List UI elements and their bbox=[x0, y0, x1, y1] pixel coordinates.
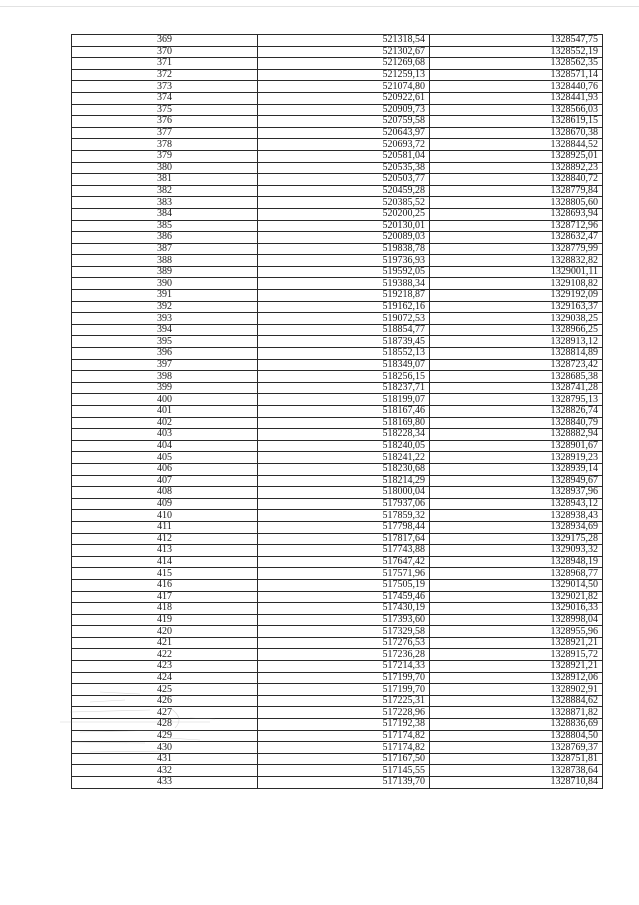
x-coordinate-cell: 517192,38 bbox=[258, 719, 430, 731]
point-number-cell: 390 bbox=[72, 278, 258, 290]
x-coordinate-cell: 517798,44 bbox=[258, 521, 430, 533]
point-number-cell: 413 bbox=[72, 545, 258, 557]
x-coordinate-cell: 520643,97 bbox=[258, 127, 430, 139]
table-row bbox=[72, 324, 603, 336]
x-coordinate-cell: 519388,34 bbox=[258, 278, 430, 290]
y-coordinate-cell: 1328632,47 bbox=[430, 232, 603, 244]
y-coordinate-cell: 1328882,94 bbox=[430, 429, 603, 441]
x-coordinate-cell: 517329,58 bbox=[258, 626, 430, 638]
y-coordinate-cell: 1328804,50 bbox=[430, 730, 603, 742]
x-coordinate-cell: 520922,61 bbox=[258, 92, 430, 104]
point-number-cell: 421 bbox=[72, 637, 258, 649]
x-coordinate-cell: 519072,53 bbox=[258, 313, 430, 325]
y-coordinate-cell: 1328832,82 bbox=[430, 255, 603, 267]
y-coordinate-cell: 1328937,96 bbox=[430, 487, 603, 499]
table-row bbox=[72, 266, 603, 278]
table-row bbox=[72, 185, 603, 197]
table-row bbox=[72, 695, 603, 707]
point-number-cell: 428 bbox=[72, 719, 258, 731]
y-coordinate-cell: 1328948,19 bbox=[430, 556, 603, 568]
point-number-cell: 412 bbox=[72, 533, 258, 545]
y-coordinate-cell: 1328441,93 bbox=[430, 92, 603, 104]
point-number-cell: 385 bbox=[72, 220, 258, 232]
table-row bbox=[72, 417, 603, 429]
y-coordinate-cell: 1328871,82 bbox=[430, 707, 603, 719]
table-row bbox=[72, 127, 603, 139]
table-row bbox=[72, 742, 603, 754]
point-number-cell: 410 bbox=[72, 510, 258, 522]
point-number-cell: 375 bbox=[72, 104, 258, 116]
x-coordinate-cell: 518854,77 bbox=[258, 324, 430, 336]
y-coordinate-cell: 1328925,01 bbox=[430, 150, 603, 162]
y-coordinate-cell: 1328552,19 bbox=[430, 46, 603, 58]
x-coordinate-cell: 517174,82 bbox=[258, 742, 430, 754]
y-coordinate-cell: 1328955,96 bbox=[430, 626, 603, 638]
x-coordinate-cell: 518167,46 bbox=[258, 406, 430, 418]
x-coordinate-cell: 518256,15 bbox=[258, 371, 430, 383]
x-coordinate-cell: 518739,45 bbox=[258, 336, 430, 348]
point-number-cell: 380 bbox=[72, 162, 258, 174]
x-coordinate-cell: 518230,68 bbox=[258, 463, 430, 475]
x-coordinate-cell: 520693,72 bbox=[258, 139, 430, 151]
page-top-edge bbox=[0, 6, 639, 7]
x-coordinate-cell: 520759,58 bbox=[258, 116, 430, 128]
point-number-cell: 388 bbox=[72, 255, 258, 267]
point-number-cell: 409 bbox=[72, 498, 258, 510]
y-coordinate-cell: 1329016,33 bbox=[430, 603, 603, 615]
table-row bbox=[72, 579, 603, 591]
point-number-cell: 400 bbox=[72, 394, 258, 406]
table-row bbox=[72, 255, 603, 267]
y-coordinate-cell: 1329192,09 bbox=[430, 290, 603, 302]
x-coordinate-cell: 517459,46 bbox=[258, 591, 430, 603]
y-coordinate-cell: 1328751,81 bbox=[430, 753, 603, 765]
point-number-cell: 429 bbox=[72, 730, 258, 742]
y-coordinate-cell: 1328547,75 bbox=[430, 35, 603, 47]
x-coordinate-cell: 517505,19 bbox=[258, 579, 430, 591]
y-coordinate-cell: 1329093,32 bbox=[430, 545, 603, 557]
point-number-cell: 393 bbox=[72, 313, 258, 325]
table-row bbox=[72, 278, 603, 290]
point-number-cell: 392 bbox=[72, 301, 258, 313]
x-coordinate-cell: 521302,67 bbox=[258, 46, 430, 58]
table-row bbox=[72, 684, 603, 696]
point-number-cell: 399 bbox=[72, 382, 258, 394]
table-row bbox=[72, 452, 603, 464]
table-row bbox=[72, 556, 603, 568]
y-coordinate-cell: 1328738,64 bbox=[430, 765, 603, 777]
table-row bbox=[72, 406, 603, 418]
y-coordinate-cell: 1328938,43 bbox=[430, 510, 603, 522]
table-row bbox=[72, 777, 603, 789]
table-row bbox=[72, 301, 603, 313]
point-number-cell: 420 bbox=[72, 626, 258, 638]
x-coordinate-cell: 520535,38 bbox=[258, 162, 430, 174]
x-coordinate-cell: 517236,28 bbox=[258, 649, 430, 661]
y-coordinate-cell: 1328712,96 bbox=[430, 220, 603, 232]
y-coordinate-cell: 1328934,69 bbox=[430, 521, 603, 533]
y-coordinate-cell: 1328685,38 bbox=[430, 371, 603, 383]
table-row bbox=[72, 394, 603, 406]
point-number-cell: 386 bbox=[72, 232, 258, 244]
x-coordinate-cell: 519736,93 bbox=[258, 255, 430, 267]
x-coordinate-cell: 521269,68 bbox=[258, 58, 430, 70]
y-coordinate-cell: 1328913,12 bbox=[430, 336, 603, 348]
table-row bbox=[72, 649, 603, 661]
table-row bbox=[72, 336, 603, 348]
y-coordinate-cell: 1328670,38 bbox=[430, 127, 603, 139]
table-row bbox=[72, 730, 603, 742]
x-coordinate-cell: 517228,96 bbox=[258, 707, 430, 719]
table-row bbox=[72, 707, 603, 719]
point-number-cell: 432 bbox=[72, 765, 258, 777]
x-coordinate-cell: 517430,19 bbox=[258, 603, 430, 615]
y-coordinate-cell: 1328902,91 bbox=[430, 684, 603, 696]
x-coordinate-cell: 520581,04 bbox=[258, 150, 430, 162]
y-coordinate-cell: 1328741,28 bbox=[430, 382, 603, 394]
y-coordinate-cell: 1328566,03 bbox=[430, 104, 603, 116]
point-number-cell: 405 bbox=[72, 452, 258, 464]
y-coordinate-cell: 1328836,69 bbox=[430, 719, 603, 731]
y-coordinate-cell: 1328795,13 bbox=[430, 394, 603, 406]
y-coordinate-cell: 1328693,94 bbox=[430, 208, 603, 220]
table-row bbox=[72, 104, 603, 116]
x-coordinate-cell: 520089,03 bbox=[258, 232, 430, 244]
y-coordinate-cell: 1328805,60 bbox=[430, 197, 603, 209]
y-coordinate-cell: 1328915,72 bbox=[430, 649, 603, 661]
x-coordinate-cell: 517647,42 bbox=[258, 556, 430, 568]
point-number-cell: 383 bbox=[72, 197, 258, 209]
y-coordinate-cell: 1328840,79 bbox=[430, 417, 603, 429]
y-coordinate-cell: 1328769,37 bbox=[430, 742, 603, 754]
point-number-cell: 403 bbox=[72, 429, 258, 441]
table-row bbox=[72, 614, 603, 626]
point-number-cell: 423 bbox=[72, 661, 258, 673]
table-row bbox=[72, 81, 603, 93]
table-row bbox=[72, 603, 603, 615]
y-coordinate-cell: 1328710,84 bbox=[430, 777, 603, 789]
point-number-cell: 381 bbox=[72, 174, 258, 186]
table-row bbox=[72, 545, 603, 557]
table-row bbox=[72, 313, 603, 325]
table-row bbox=[72, 174, 603, 186]
point-number-cell: 387 bbox=[72, 243, 258, 255]
y-coordinate-cell: 1328723,42 bbox=[430, 359, 603, 371]
table-row bbox=[72, 116, 603, 128]
point-number-cell: 422 bbox=[72, 649, 258, 661]
y-coordinate-cell: 1328779,84 bbox=[430, 185, 603, 197]
point-number-cell: 415 bbox=[72, 568, 258, 580]
coordinates-table bbox=[71, 34, 603, 789]
x-coordinate-cell: 521074,80 bbox=[258, 81, 430, 93]
x-coordinate-cell: 518237,71 bbox=[258, 382, 430, 394]
point-number-cell: 402 bbox=[72, 417, 258, 429]
table-row bbox=[72, 661, 603, 673]
table-row bbox=[72, 440, 603, 452]
point-number-cell: 427 bbox=[72, 707, 258, 719]
y-coordinate-cell: 1328884,62 bbox=[430, 695, 603, 707]
x-coordinate-cell: 520385,52 bbox=[258, 197, 430, 209]
x-coordinate-cell: 519162,16 bbox=[258, 301, 430, 313]
y-coordinate-cell: 1328919,23 bbox=[430, 452, 603, 464]
point-number-cell: 394 bbox=[72, 324, 258, 336]
table-row bbox=[72, 69, 603, 81]
table-row bbox=[72, 637, 603, 649]
table-row bbox=[72, 290, 603, 302]
point-number-cell: 425 bbox=[72, 684, 258, 696]
x-coordinate-cell: 519592,05 bbox=[258, 266, 430, 278]
point-number-cell: 377 bbox=[72, 127, 258, 139]
table-row bbox=[72, 371, 603, 383]
point-number-cell: 424 bbox=[72, 672, 258, 684]
point-number-cell: 374 bbox=[72, 92, 258, 104]
point-number-cell: 372 bbox=[72, 69, 258, 81]
point-number-cell: 378 bbox=[72, 139, 258, 151]
point-number-cell: 419 bbox=[72, 614, 258, 626]
point-number-cell: 406 bbox=[72, 463, 258, 475]
y-coordinate-cell: 1328939,14 bbox=[430, 463, 603, 475]
point-number-cell: 373 bbox=[72, 81, 258, 93]
x-coordinate-cell: 518552,13 bbox=[258, 348, 430, 360]
x-coordinate-cell: 518240,05 bbox=[258, 440, 430, 452]
y-coordinate-cell: 1328571,14 bbox=[430, 69, 603, 81]
point-number-cell: 397 bbox=[72, 359, 258, 371]
table-row bbox=[72, 46, 603, 58]
y-coordinate-cell: 1329021,82 bbox=[430, 591, 603, 603]
x-coordinate-cell: 517167,50 bbox=[258, 753, 430, 765]
y-coordinate-cell: 1328943,12 bbox=[430, 498, 603, 510]
y-coordinate-cell: 1328901,67 bbox=[430, 440, 603, 452]
x-coordinate-cell: 517214,33 bbox=[258, 661, 430, 673]
x-coordinate-cell: 520130,01 bbox=[258, 220, 430, 232]
x-coordinate-cell: 517199,70 bbox=[258, 672, 430, 684]
x-coordinate-cell: 519218,87 bbox=[258, 290, 430, 302]
x-coordinate-cell: 521259,13 bbox=[258, 69, 430, 81]
point-number-cell: 408 bbox=[72, 487, 258, 499]
x-coordinate-cell: 521318,54 bbox=[258, 35, 430, 47]
table-row bbox=[72, 672, 603, 684]
y-coordinate-cell: 1328826,74 bbox=[430, 406, 603, 418]
y-coordinate-cell: 1328998,04 bbox=[430, 614, 603, 626]
table-row bbox=[72, 58, 603, 70]
x-coordinate-cell: 520503,77 bbox=[258, 174, 430, 186]
y-coordinate-cell: 1328968,77 bbox=[430, 568, 603, 580]
x-coordinate-cell: 517139,70 bbox=[258, 777, 430, 789]
table-row bbox=[72, 510, 603, 522]
table-row bbox=[72, 197, 603, 209]
y-coordinate-cell: 1329175,28 bbox=[430, 533, 603, 545]
y-coordinate-cell: 1328892,23 bbox=[430, 162, 603, 174]
table-row bbox=[72, 591, 603, 603]
y-coordinate-cell: 1328966,25 bbox=[430, 324, 603, 336]
x-coordinate-cell: 517393,60 bbox=[258, 614, 430, 626]
table-row bbox=[72, 232, 603, 244]
table-row bbox=[72, 719, 603, 731]
table-row bbox=[72, 753, 603, 765]
point-number-cell: 431 bbox=[72, 753, 258, 765]
point-number-cell: 371 bbox=[72, 58, 258, 70]
table-row bbox=[72, 429, 603, 441]
table-row bbox=[72, 220, 603, 232]
table-row bbox=[72, 92, 603, 104]
y-coordinate-cell: 1328562,35 bbox=[430, 58, 603, 70]
point-number-cell: 370 bbox=[72, 46, 258, 58]
x-coordinate-cell: 518199,07 bbox=[258, 394, 430, 406]
table-row bbox=[72, 533, 603, 545]
y-coordinate-cell: 1328949,67 bbox=[430, 475, 603, 487]
x-coordinate-cell: 517145,55 bbox=[258, 765, 430, 777]
x-coordinate-cell: 517859,32 bbox=[258, 510, 430, 522]
x-coordinate-cell: 518214,29 bbox=[258, 475, 430, 487]
table-row bbox=[72, 765, 603, 777]
table-row bbox=[72, 475, 603, 487]
point-number-cell: 382 bbox=[72, 185, 258, 197]
y-coordinate-cell: 1328814,89 bbox=[430, 348, 603, 360]
point-number-cell: 398 bbox=[72, 371, 258, 383]
table-row bbox=[72, 162, 603, 174]
point-number-cell: 379 bbox=[72, 150, 258, 162]
x-coordinate-cell: 518349,07 bbox=[258, 359, 430, 371]
x-coordinate-cell: 517743,88 bbox=[258, 545, 430, 557]
x-coordinate-cell: 517199,70 bbox=[258, 684, 430, 696]
point-number-cell: 407 bbox=[72, 475, 258, 487]
point-number-cell: 395 bbox=[72, 336, 258, 348]
table-row bbox=[72, 382, 603, 394]
y-coordinate-cell: 1328921,21 bbox=[430, 661, 603, 673]
point-number-cell: 376 bbox=[72, 116, 258, 128]
y-coordinate-cell: 1328440,76 bbox=[430, 81, 603, 93]
point-number-cell: 411 bbox=[72, 521, 258, 533]
point-number-cell: 417 bbox=[72, 591, 258, 603]
table-row bbox=[72, 463, 603, 475]
x-coordinate-cell: 517276,53 bbox=[258, 637, 430, 649]
x-coordinate-cell: 517174,82 bbox=[258, 730, 430, 742]
point-number-cell: 391 bbox=[72, 290, 258, 302]
table-row bbox=[72, 243, 603, 255]
table-row bbox=[72, 568, 603, 580]
table-row bbox=[72, 348, 603, 360]
table-row bbox=[72, 208, 603, 220]
x-coordinate-cell: 518000,04 bbox=[258, 487, 430, 499]
table-row bbox=[72, 150, 603, 162]
point-number-cell: 404 bbox=[72, 440, 258, 452]
x-coordinate-cell: 518169,80 bbox=[258, 417, 430, 429]
point-number-cell: 389 bbox=[72, 266, 258, 278]
y-coordinate-cell: 1329001,11 bbox=[430, 266, 603, 278]
y-coordinate-cell: 1328779,99 bbox=[430, 243, 603, 255]
y-coordinate-cell: 1328844,52 bbox=[430, 139, 603, 151]
table-row bbox=[72, 521, 603, 533]
y-coordinate-cell: 1329014,50 bbox=[430, 579, 603, 591]
point-number-cell: 416 bbox=[72, 579, 258, 591]
point-number-cell: 426 bbox=[72, 695, 258, 707]
point-number-cell: 396 bbox=[72, 348, 258, 360]
table-row bbox=[72, 359, 603, 371]
point-number-cell: 414 bbox=[72, 556, 258, 568]
x-coordinate-cell: 518228,34 bbox=[258, 429, 430, 441]
x-coordinate-cell: 520909,73 bbox=[258, 104, 430, 116]
table-row bbox=[72, 498, 603, 510]
table-row bbox=[72, 35, 603, 47]
x-coordinate-cell: 517937,06 bbox=[258, 498, 430, 510]
coordinates-table-body bbox=[72, 35, 603, 789]
point-number-cell: 430 bbox=[72, 742, 258, 754]
point-number-cell: 401 bbox=[72, 406, 258, 418]
table-row bbox=[72, 139, 603, 151]
y-coordinate-cell: 1329163,37 bbox=[430, 301, 603, 313]
point-number-cell: 369 bbox=[72, 35, 258, 47]
x-coordinate-cell: 517225,31 bbox=[258, 695, 430, 707]
y-coordinate-cell: 1328619,15 bbox=[430, 116, 603, 128]
x-coordinate-cell: 517817,64 bbox=[258, 533, 430, 545]
point-number-cell: 384 bbox=[72, 208, 258, 220]
x-coordinate-cell: 518241,22 bbox=[258, 452, 430, 464]
x-coordinate-cell: 519838,78 bbox=[258, 243, 430, 255]
y-coordinate-cell: 1328840,72 bbox=[430, 174, 603, 186]
y-coordinate-cell: 1328912,06 bbox=[430, 672, 603, 684]
x-coordinate-cell: 520200,25 bbox=[258, 208, 430, 220]
x-coordinate-cell: 520459,28 bbox=[258, 185, 430, 197]
y-coordinate-cell: 1329038,25 bbox=[430, 313, 603, 325]
table-row bbox=[72, 626, 603, 638]
table-row bbox=[72, 487, 603, 499]
y-coordinate-cell: 1329108,82 bbox=[430, 278, 603, 290]
x-coordinate-cell: 517571,96 bbox=[258, 568, 430, 580]
point-number-cell: 433 bbox=[72, 777, 258, 789]
point-number-cell: 418 bbox=[72, 603, 258, 615]
y-coordinate-cell: 1328921,21 bbox=[430, 637, 603, 649]
